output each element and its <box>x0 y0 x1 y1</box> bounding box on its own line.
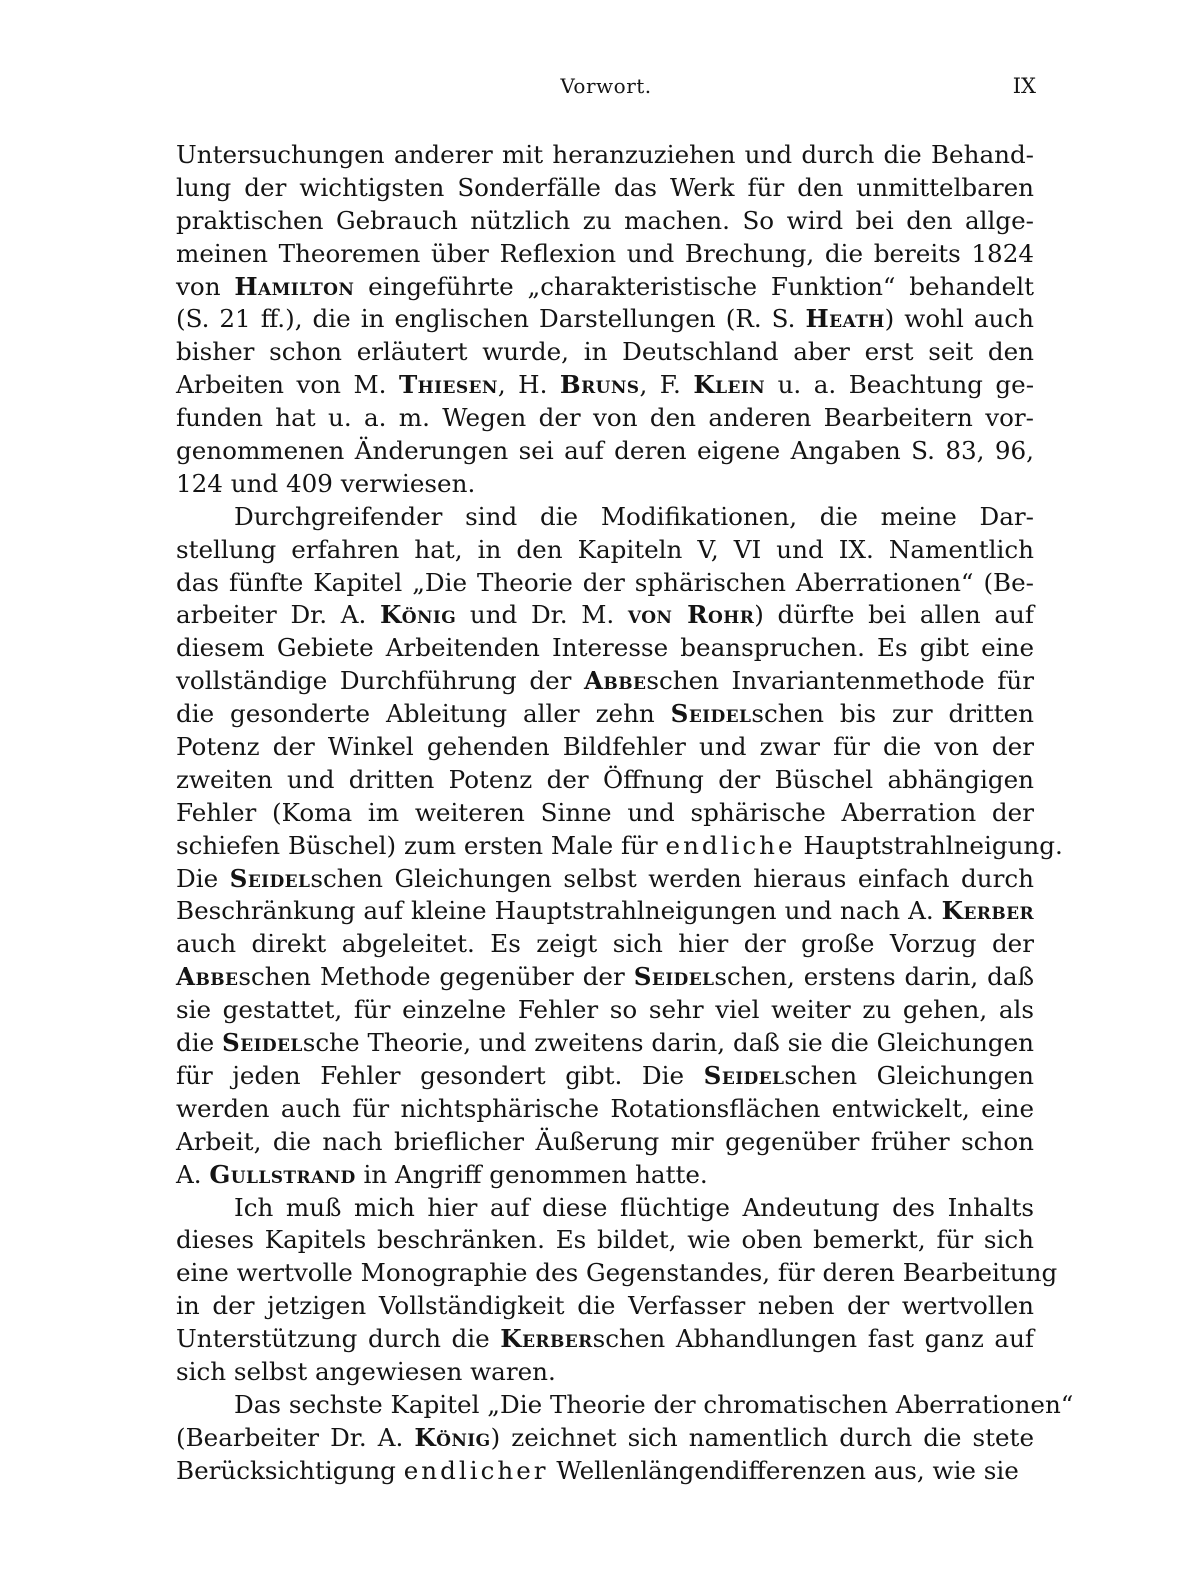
text-line <box>176 238 1034 271</box>
text-line <box>176 1290 1034 1323</box>
text-segment: Unterstützung durch die <box>176 1324 501 1354</box>
small-caps-name: Kerber <box>500 1324 593 1354</box>
text-segment: genommenen Änderungen sei auf deren eigene Angaben S. 83, 96, <box>176 436 1034 466</box>
text-segment: von <box>176 271 235 301</box>
text-segment: Fehler (Koma im weiteren Sinne und sphärische Aberration der <box>176 797 1034 827</box>
text-line <box>176 205 1034 238</box>
text-line <box>176 1356 1034 1389</box>
text-line <box>176 567 1034 600</box>
text-segment: für jeden Fehler gesondert gibt. Die <box>176 1060 704 1090</box>
body-text <box>176 139 1074 1488</box>
text-segment: meinen Theoremen über Reflexion und Brechung, die bereits 1824 <box>176 238 1034 268</box>
text-segment: schen Gleichungen selbst werden hieraus einfach durch <box>310 863 1034 893</box>
text-segment: sich selbst angewiesen waren. <box>176 1356 556 1386</box>
text-segment: Arbeiten von M. <box>176 370 399 400</box>
text-line <box>176 599 1034 632</box>
paragraph <box>176 1389 1074 1488</box>
text-line <box>176 139 1034 172</box>
text-line <box>176 1422 1034 1455</box>
text-segment: u. a. Beachtung ge- <box>765 370 1035 400</box>
running-title: Vorwort. <box>560 74 652 98</box>
small-caps-name: Bruns <box>559 370 640 400</box>
paragraph <box>176 139 1034 501</box>
small-caps-name: Abbe <box>176 962 239 992</box>
spaced-emphasis: endlicher <box>403 1455 549 1485</box>
text-segment: Untersuchungen anderer mit heranzuziehen und durch die Behand- <box>176 140 1034 169</box>
text-line <box>176 895 1034 928</box>
text-segment: Potenz der Winkel gehenden Bildfehler und zwar für die von der <box>176 732 1034 762</box>
page-number: IX <box>1012 74 1036 98</box>
text-segment: sie gestattet, für einzelne Fehler so sehr viel weiter zu gehen, als <box>176 995 1034 1025</box>
text-line <box>176 303 1034 336</box>
text-segment: auch direkt abgeleitet. Es zeigt sich hier der große Vorzug der <box>176 929 1034 959</box>
text-segment: vollständige Durchführung der <box>176 666 584 696</box>
text-segment: (S. 21 ff.), die in englischen Darstellungen (R. S. <box>176 304 806 334</box>
text-segment: in der jetzigen Vollständigkeit die Verfasser neben der wertvollen <box>176 1291 1034 1321</box>
text-segment: diesem Gebiete Arbeitenden Interesse beanspruchen. Es gibt eine <box>176 633 1034 663</box>
text-line <box>176 1323 1034 1356</box>
small-caps-name: Seidel <box>222 1028 303 1058</box>
small-caps-name: Seidel <box>703 1060 785 1090</box>
text-line <box>176 1027 1034 1060</box>
small-caps-name: König <box>414 1422 491 1452</box>
text-segment: Durchgreifender sind die Modifikationen, die meine Dar- <box>234 501 1034 531</box>
small-caps-name: von Rohr <box>627 600 755 630</box>
text-segment: und Dr. M. <box>456 600 628 630</box>
text-segment: bisher schon erläutert wurde, in Deutschland aber erst seit den <box>176 337 1034 367</box>
text-segment: schen Abhandlungen fast ganz auf <box>592 1324 1035 1354</box>
text-line <box>176 764 1034 797</box>
spaced-emphasis: endliche <box>665 830 796 860</box>
small-caps-name: Seidel <box>670 699 752 729</box>
text-segment: Berücksichtigung <box>176 1455 404 1485</box>
page-header <box>176 74 1036 114</box>
text-line <box>176 435 1034 468</box>
text-line <box>176 1389 1074 1422</box>
text-segment: das fünfte Kapitel „Die Theorie der sphärischen Aberrationen“ (Be- <box>176 567 1034 597</box>
text-segment: Wellenlängendifferenzen aus, wie sie <box>548 1455 1019 1485</box>
text-segment: ) dürfte bei allen auf <box>754 600 1034 630</box>
text-line <box>176 468 1034 501</box>
text-line <box>176 402 1034 435</box>
text-line <box>176 1126 1034 1159</box>
text-segment: sche Theorie, und zweitens darin, daß sie die Gleichungen <box>302 1028 1035 1058</box>
text-segment: dieses Kapitels beschränken. Es bildet, wie oben bemerkt, für sich <box>176 1225 1034 1255</box>
text-segment: A. <box>176 1159 210 1189</box>
text-segment: schen Invariantenmethode für <box>646 666 1034 696</box>
text-segment: Das sechste Kapitel „Die Theorie der chromatischen Aberrationen“ <box>234 1389 1074 1419</box>
text-line <box>176 172 1034 205</box>
text-segment: schiefen Büschel) zum ersten Male für <box>176 830 666 860</box>
text-segment: eingeführte „charakteristische Funktion“ behandelt <box>354 271 1034 301</box>
small-caps-name: Abbe <box>583 666 647 696</box>
text-line <box>176 1455 1034 1488</box>
small-caps-name: Seidel <box>229 863 311 893</box>
text-segment: (Bearbeiter Dr. A. <box>176 1422 415 1452</box>
text-line <box>176 863 1034 896</box>
text-line <box>176 731 1034 764</box>
text-segment: eine wertvolle Monographie des Gegenstandes, für deren Bearbeitung <box>176 1258 1058 1288</box>
text-line <box>176 534 1034 567</box>
text-segment: schen bis zur dritten <box>751 699 1034 729</box>
text-line <box>176 271 1034 304</box>
text-segment: , H. <box>497 370 560 400</box>
text-segment: Die <box>176 863 230 893</box>
small-caps-name: Klein <box>693 370 766 400</box>
text-line <box>176 961 1034 994</box>
text-line <box>176 632 1034 665</box>
text-line <box>176 501 1034 534</box>
text-line <box>176 698 1034 731</box>
text-segment: ) wohl auch <box>884 304 1034 334</box>
text-segment: stellung erfahren hat, in den Kapiteln V, VI und IX. Namentlich <box>176 534 1034 564</box>
text-line <box>176 369 1034 402</box>
small-caps-name: Hamilton <box>234 271 355 301</box>
text-line <box>176 1060 1034 1093</box>
text-segment: arbeiter Dr. A. <box>176 600 380 630</box>
text-segment: die <box>176 1028 223 1058</box>
text-segment: Arbeit, die nach brieflicher Äußerung mir gegenüber früher schon <box>176 1126 1034 1156</box>
text-segment: in Angriff genommen hatte. <box>355 1159 708 1189</box>
text-segment: zweiten und dritten Potenz der Öffnung der Büschel abhängigen <box>176 764 1034 794</box>
text-line <box>176 830 1063 863</box>
text-segment: Ich muß mich hier auf diese flüchtige Andeutung des Inhalts <box>234 1192 1034 1222</box>
text-segment: lung der wichtigsten Sonderfälle das Werk für den unmittelbaren <box>176 172 1034 202</box>
text-segment: die gesonderte Ableitung aller zehn <box>176 699 671 729</box>
text-line <box>176 928 1034 961</box>
text-line <box>176 994 1034 1027</box>
text-segment: funden hat u. a. m. Wegen der von den anderen Bearbeitern vor- <box>176 403 1034 433</box>
paragraph <box>176 501 1063 1192</box>
small-caps-name: König <box>379 600 457 630</box>
text-segment: schen Gleichungen <box>784 1060 1035 1090</box>
text-line <box>176 1093 1034 1126</box>
text-segment: schen Methode gegenüber der <box>238 962 634 992</box>
small-caps-name: Seidel <box>633 962 715 992</box>
text-line <box>176 797 1034 830</box>
text-segment: Hauptstrahlneigung. <box>795 830 1063 860</box>
text-segment: ) zeichnet sich namentlich durch die stete <box>490 1422 1034 1452</box>
small-caps-name: Kerber <box>941 896 1034 926</box>
text-segment: werden auch für nichtsphärische Rotationsflächen entwickelt, eine <box>176 1093 1034 1123</box>
text-segment: praktischen Gebrauch nützlich zu machen. So wird bei den allge- <box>176 205 1034 235</box>
text-line <box>176 1224 1034 1257</box>
text-segment: , F. <box>639 370 694 400</box>
paragraph <box>176 1192 1058 1389</box>
text-line <box>176 1159 1034 1192</box>
text-line <box>176 336 1034 369</box>
text-line <box>176 1257 1058 1290</box>
text-segment: 124 und 409 verwiesen. <box>176 468 476 498</box>
small-caps-name: Gullstrand <box>209 1159 356 1189</box>
text-line <box>176 1192 1034 1225</box>
small-caps-name: Thiesen <box>398 370 498 400</box>
text-segment: schen, erstens darin, daß <box>714 962 1034 992</box>
text-line <box>176 665 1034 698</box>
text-segment: Beschränkung auf kleine Hauptstrahlneigungen und nach A. <box>176 896 942 926</box>
small-caps-name: Heath <box>805 304 885 334</box>
